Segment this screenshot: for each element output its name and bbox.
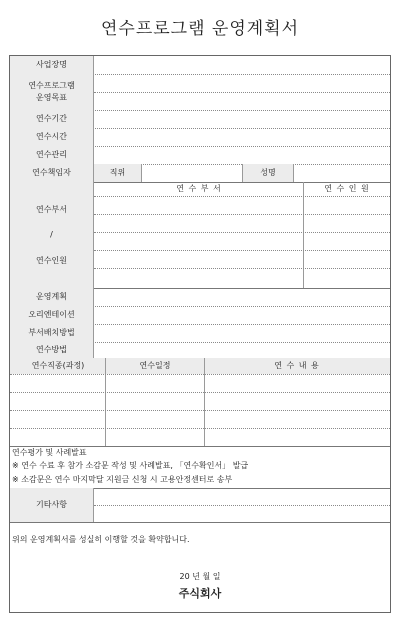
dept-line xyxy=(94,250,390,251)
evaluation-note-1: ※ 연수 수료 후 참가 소감문 작성 및 사례발표, 「연수확인서」 발급 xyxy=(12,461,249,470)
dept-line xyxy=(94,196,390,197)
header-schedule: 연수일정 xyxy=(106,358,204,374)
course-col-divider xyxy=(105,358,106,446)
label-other: 기타사항 xyxy=(10,488,94,522)
dept-line xyxy=(94,268,390,269)
other-inner-line xyxy=(94,505,390,506)
evaluation-heading: 연수평가 및 사례발표 xyxy=(12,448,87,457)
label-staff: 연수인원 xyxy=(36,255,67,265)
label-goal-line2: 운영목표 xyxy=(36,93,67,102)
dept-line xyxy=(94,214,390,215)
label-time: 연수시간 xyxy=(10,128,94,146)
pledge-text: 위의 운영계획서를 성실히 이행할 것을 확약합니다. xyxy=(12,535,190,544)
course-line xyxy=(10,410,390,411)
label-position: 직위 xyxy=(94,164,142,182)
header-content: 연 수 내 용 xyxy=(204,358,390,374)
header-job-course: 연수직종(과정) xyxy=(10,358,106,374)
date-line: 20 년 월 일 xyxy=(179,572,221,581)
label-dept: 연수부서 xyxy=(36,204,67,214)
plan-form xyxy=(9,55,391,613)
course-col-divider xyxy=(204,358,205,446)
label-period: 연수기간 xyxy=(10,110,94,128)
label-manager: 연수책임자 xyxy=(10,164,94,182)
row-divider xyxy=(10,522,390,523)
label-dept-staff xyxy=(10,182,94,288)
evaluation-note-2: ※ 소감문은 연수 마지막달 지원금 신청 시 고용안정센터로 송부 xyxy=(12,475,233,484)
staff-column-header: 연 수 인 원 xyxy=(324,184,370,193)
dept-staff-divider xyxy=(303,182,304,288)
label-management: 연수관리 xyxy=(10,146,94,164)
goal-inner-line xyxy=(94,92,390,93)
course-line xyxy=(10,392,390,393)
label-plan: 운영계획 xyxy=(10,288,94,306)
label-name: 성명 xyxy=(242,164,294,182)
course-line xyxy=(10,428,390,429)
label-business-name: 사업장명 xyxy=(10,56,94,74)
label-method: 연수방법 xyxy=(10,342,94,358)
company-name: 주식회사 xyxy=(178,587,222,600)
document-title: 연수프로그램 운영계획서 xyxy=(100,19,300,39)
label-goal-line1: 연수프로그램 xyxy=(28,81,75,90)
dept-line xyxy=(94,232,390,233)
label-placement: 부서배치방법 xyxy=(10,324,94,342)
dept-column-header: 연 수 부 서 xyxy=(176,184,222,193)
label-slash: / xyxy=(50,230,53,239)
label-orientation: 오리엔테이션 xyxy=(10,306,94,324)
course-line xyxy=(10,374,390,375)
label-program-goal xyxy=(10,74,94,110)
